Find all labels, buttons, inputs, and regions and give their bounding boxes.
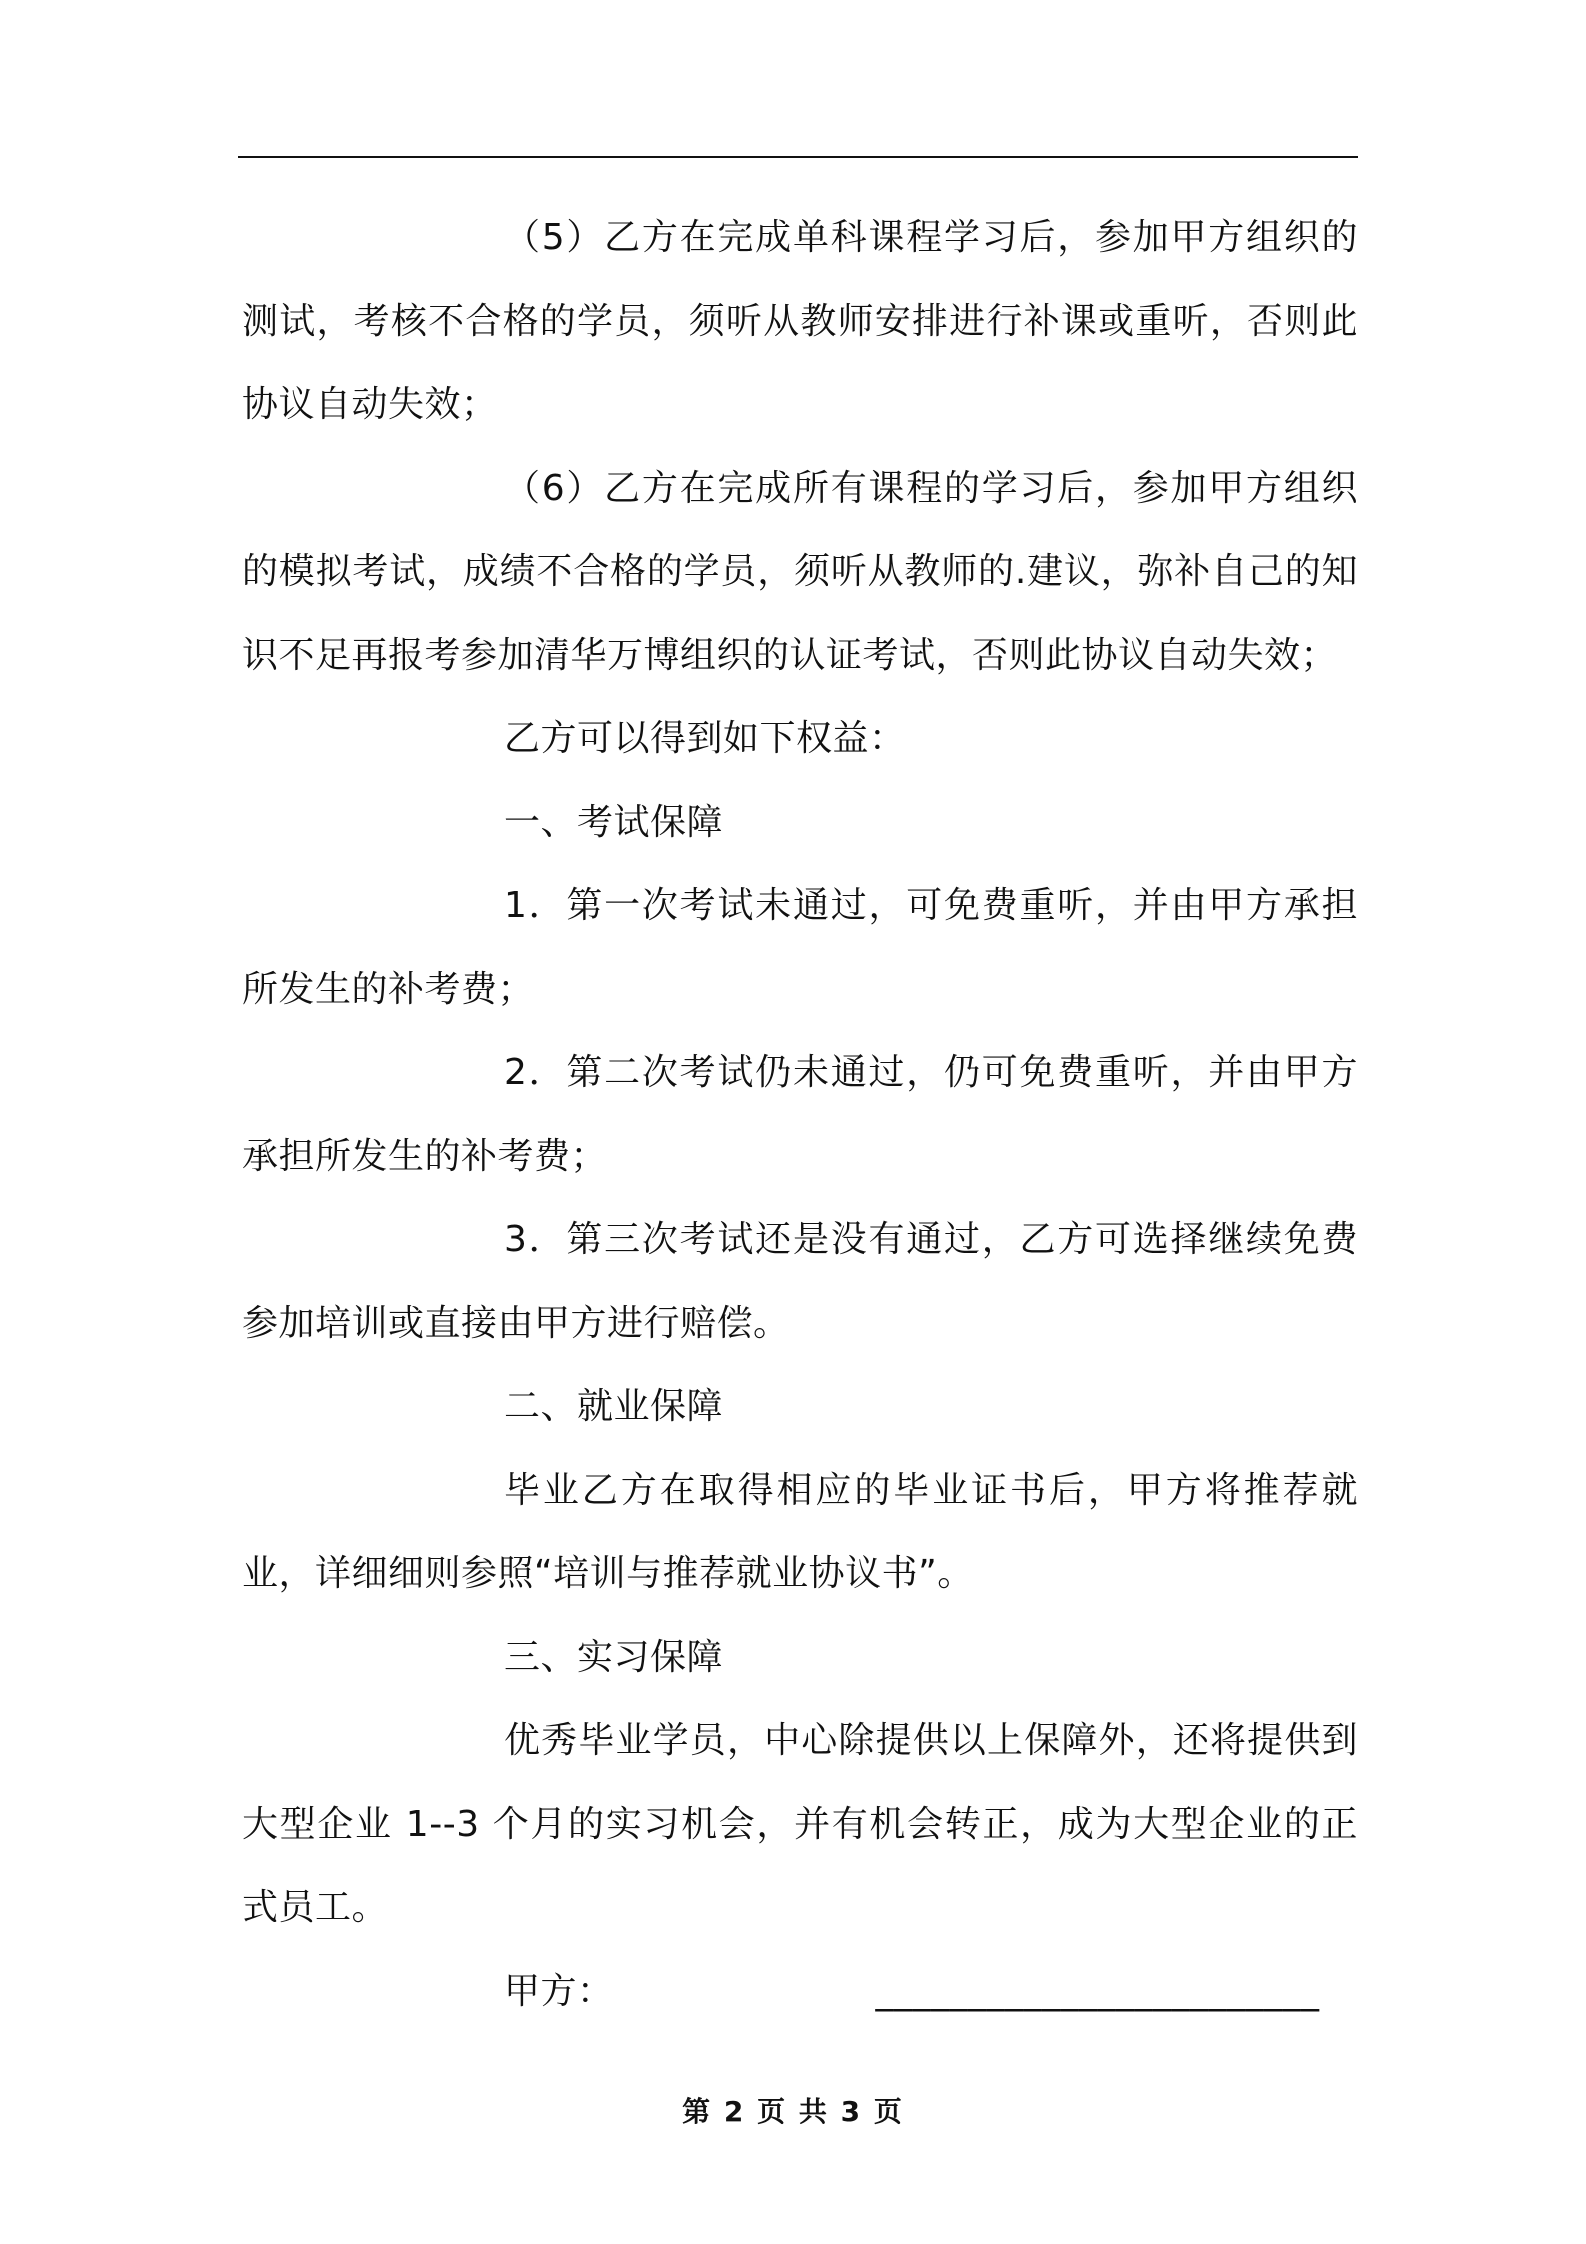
party-a-label: 甲方： <box>504 1970 614 2012</box>
document-body <box>242 196 1358 2033</box>
exam-guarantee-heading: 一、考试保障 <box>504 801 724 843</box>
internship-paragraph: 优秀毕业学员，中心除提供以上保障外，还将提供到大型企业 1--3 个月的实习机会，并有机会转正，成为大型企业的正式员工。 <box>242 1720 1358 1928</box>
exam-item-2-paragraph: 2．第二次考试仍未通过，仍可免费重听，并由甲方承担所发生的补考费； <box>242 1052 1358 1177</box>
signature-blank: ________________________ <box>875 1970 1320 2012</box>
exam-item-1-paragraph: 1．第一次考试未通过，可免费重听，并由甲方承担所发生的补考费； <box>242 885 1358 1010</box>
page-footer: 第 2 页 共 3 页 <box>682 2095 904 2128</box>
employment-paragraph: 毕业乙方在取得相应的毕业证书后，甲方将推荐就业，详细细则参照“培训与推荐就业协议书”。 <box>242 1469 1358 1594</box>
employment-guarantee-heading: 二、就业保障 <box>504 1386 724 1427</box>
header-rule <box>238 156 1358 158</box>
party-a-signature-line <box>242 1950 1358 2034</box>
rights-intro-paragraph: 乙方可以得到如下权益： <box>504 718 906 759</box>
internship-guarantee-heading: 三、实习保障 <box>504 1636 724 1678</box>
clause-5-paragraph: （5）乙方在完成单科课程学习后，参加甲方组织的测试，考核不合格的学员，须听从教师安排进行补课或重听，否则此协议自动失效； <box>242 217 1358 425</box>
exam-item-3-paragraph: 3．第三次考试还是没有通过，乙方可选择继续免费参加培训或直接由甲方进行赔偿。 <box>242 1219 1358 1344</box>
clause-6-paragraph: （6）乙方在完成所有课程的学习后，参加甲方组织的模拟考试，成绩不合格的学员，须听从教师的.建议，弥补自己的知识不足再报考参加清华万博组织的认证考试，否则此协议自动失效； <box>242 467 1358 676</box>
